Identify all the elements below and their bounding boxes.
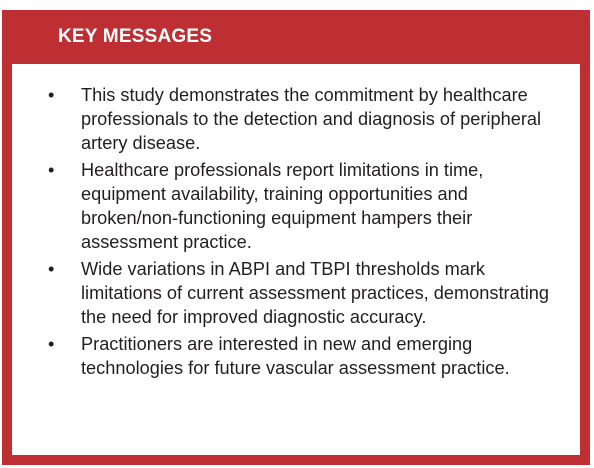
message-text: Wide variations in ABPI and TBPI thresholds mark limitations of current assessment practices, demonstrating the need for improved diagnostic accuracy. (81, 259, 550, 327)
list-item (48, 83, 560, 155)
bullet-icon: • (48, 259, 55, 279)
bullet-icon: • (48, 334, 55, 354)
key-messages-title: KEY MESSAGES (58, 26, 213, 47)
bullet-icon: • (48, 160, 55, 180)
message-text: Healthcare professionals report limitations in time, equipment availability, training opportunities and broken/non-functioning equipment hampers their assessment practice. (81, 160, 484, 252)
list-item (48, 158, 560, 254)
bullet-icon: • (48, 85, 55, 105)
key-messages-list (48, 83, 560, 380)
list-item (48, 257, 560, 329)
message-text: Practitioners are interested in new and emerging technologies for future vascular assessment practice. (81, 334, 510, 378)
message-text: This study demonstrates the commitment by healthcare professionals to the detection and diagnosis of peripheral artery disease. (81, 85, 542, 153)
list-item (48, 332, 560, 380)
key-messages-box (2, 10, 590, 465)
key-messages-content (12, 64, 580, 455)
key-messages-header (12, 10, 580, 64)
